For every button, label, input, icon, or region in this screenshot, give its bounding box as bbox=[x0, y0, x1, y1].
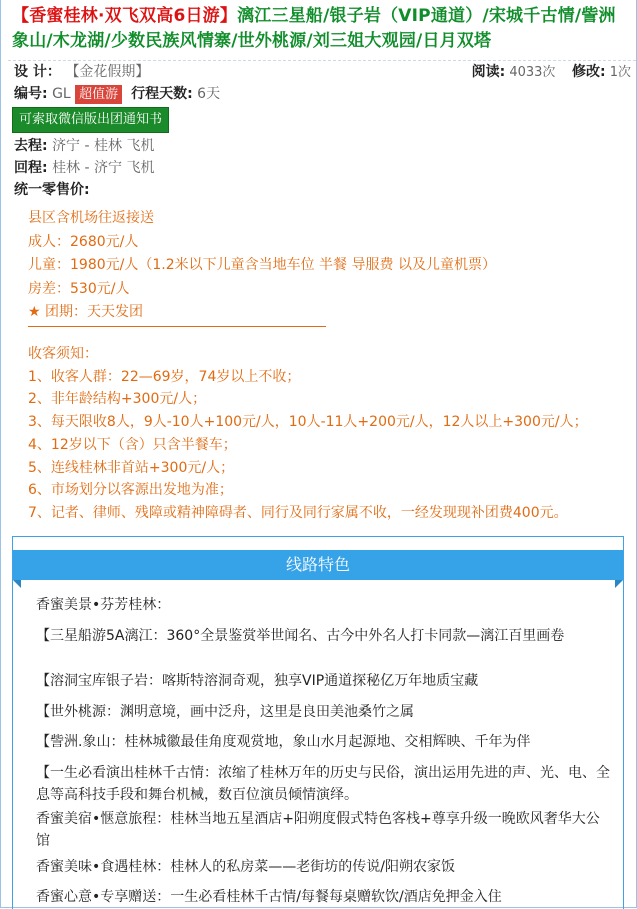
outbound-value: 济宁 - 桂林 飞机 bbox=[52, 138, 155, 154]
feature-item: 香蜜美景•芬芳桂林： bbox=[36, 597, 171, 613]
rule-item: 7、记者、律师、残障或精神障碍者、同行及同行家属不收，一经发现现补团费400元。 bbox=[28, 504, 568, 521]
code-row bbox=[14, 84, 220, 104]
price-label: 统一零售价: bbox=[14, 182, 90, 198]
value-tour-badge: 超值游 bbox=[75, 85, 122, 104]
star-icon: ★ bbox=[28, 304, 41, 320]
departure-text: 团期：天天发团 bbox=[45, 304, 144, 320]
read-label: 阅读: bbox=[471, 64, 506, 80]
price-heading-row bbox=[14, 180, 90, 200]
rule-item: 1、收客人群：22—69岁，74岁以上不收； bbox=[28, 368, 301, 385]
return-label: 回程: bbox=[14, 160, 48, 176]
price-divider bbox=[28, 326, 326, 327]
price-list bbox=[28, 207, 496, 325]
modify-label: 修改: bbox=[571, 64, 606, 80]
single-supplement: 房差：530元/人 bbox=[28, 280, 130, 297]
feature-item: 【世外桃源：渊明意境，画中泛舟，这里是良田美池桑竹之属 bbox=[36, 704, 414, 720]
route-features-heading: 线路特色 bbox=[13, 550, 623, 580]
feature-item: 【一生必看演出桂林千古情：浓缩了桂林万年的历史与民俗，演出运用先进的声、光、电、全息等高科技手段和舞台机械，数百位演员倾情演绎。 bbox=[36, 765, 610, 803]
page-title bbox=[12, 4, 632, 54]
rule-item: 4、12岁以下（含）只含半餐车； bbox=[28, 436, 237, 453]
ribbon-fold-left bbox=[13, 580, 21, 588]
code-value: GL bbox=[52, 86, 71, 102]
title-divider bbox=[8, 60, 636, 61]
feature-item: 香蜜心意•专享赠送：一生必看桂林千古情/每餐每桌赠软饮/酒店免押金入住 bbox=[36, 889, 502, 905]
adult-price: 成人：2680元/人 bbox=[28, 233, 139, 250]
read-count: 4033次 bbox=[509, 65, 556, 80]
code-label: 编号: bbox=[14, 86, 48, 102]
title-attractions: 漓江三星船/银子岩（VIP通道）/宋城千古情/訾洲象山/木龙湖/少数民族风情寨/世外桃源/刘三姐大观园/日月双塔 bbox=[12, 6, 616, 51]
feature-item: 香蜜美味•食遇桂林：桂林人的私房菜——老街坊的传说/阳朔农家饭 bbox=[36, 859, 455, 875]
rules-heading: 收客须知： bbox=[28, 346, 98, 362]
design-label: 设 计： bbox=[14, 64, 61, 80]
feature-item: 【訾洲.象山：桂林城徽最佳角度观赏地，象山水月起源地、交相辉映、千年为伴 bbox=[36, 734, 531, 750]
modify-count: 1次 bbox=[609, 65, 631, 80]
rule-item: 2、非年龄结构+300元/人； bbox=[28, 391, 207, 408]
booking-rules bbox=[28, 343, 588, 525]
rule-item: 5、连线桂林非首站+300元/人； bbox=[28, 459, 235, 476]
return-value: 桂林 - 济宁 飞机 bbox=[52, 160, 155, 176]
design-row bbox=[14, 62, 149, 82]
feature-item: 香蜜美宿•惬意旅程：桂林当地五星酒店+阳朔度假式特色客栈+尊享升级一晚欧风奢华大公馆 bbox=[36, 811, 600, 849]
design-value: 【金花假期】 bbox=[65, 64, 150, 80]
rule-item: 3、每天限收8人，9人-10人+100元/人，10人-11人+200元/人，12人以上+300元/人； bbox=[28, 414, 588, 431]
days-value: 6天 bbox=[197, 86, 221, 102]
title-highlight: 【香蜜桂林·双飞双高6日游】 bbox=[12, 6, 238, 26]
ribbon-fold-right bbox=[615, 580, 623, 588]
feature-item: 【溶洞宝库银子岩：喀斯特溶洞奇观，独享VIP通道探秘亿万年地质宝藏 bbox=[36, 673, 479, 689]
stats-row bbox=[472, 62, 631, 83]
days-label: 行程天数: bbox=[131, 86, 193, 102]
feature-item: 【三星船游5A漓江：360°全景鉴赏举世闻名、古今中外名人打卡同款—漓江百里画卷 bbox=[36, 628, 565, 644]
outbound-label: 去程: bbox=[14, 138, 48, 154]
wechat-notice-button[interactable]: 可索取微信版出团通知书 bbox=[12, 107, 169, 133]
transfer-note: 县区含机场往返接送 bbox=[28, 210, 154, 226]
child-price: 儿童：1980元/人（1.2米以下儿童含当地车位 半餐 导服费 以及儿童机票） bbox=[28, 257, 496, 273]
departure-schedule bbox=[28, 301, 496, 325]
outbound-row bbox=[14, 136, 154, 156]
return-row bbox=[14, 158, 154, 178]
rule-item: 6、市场划分以客源出发地为准； bbox=[28, 482, 233, 499]
